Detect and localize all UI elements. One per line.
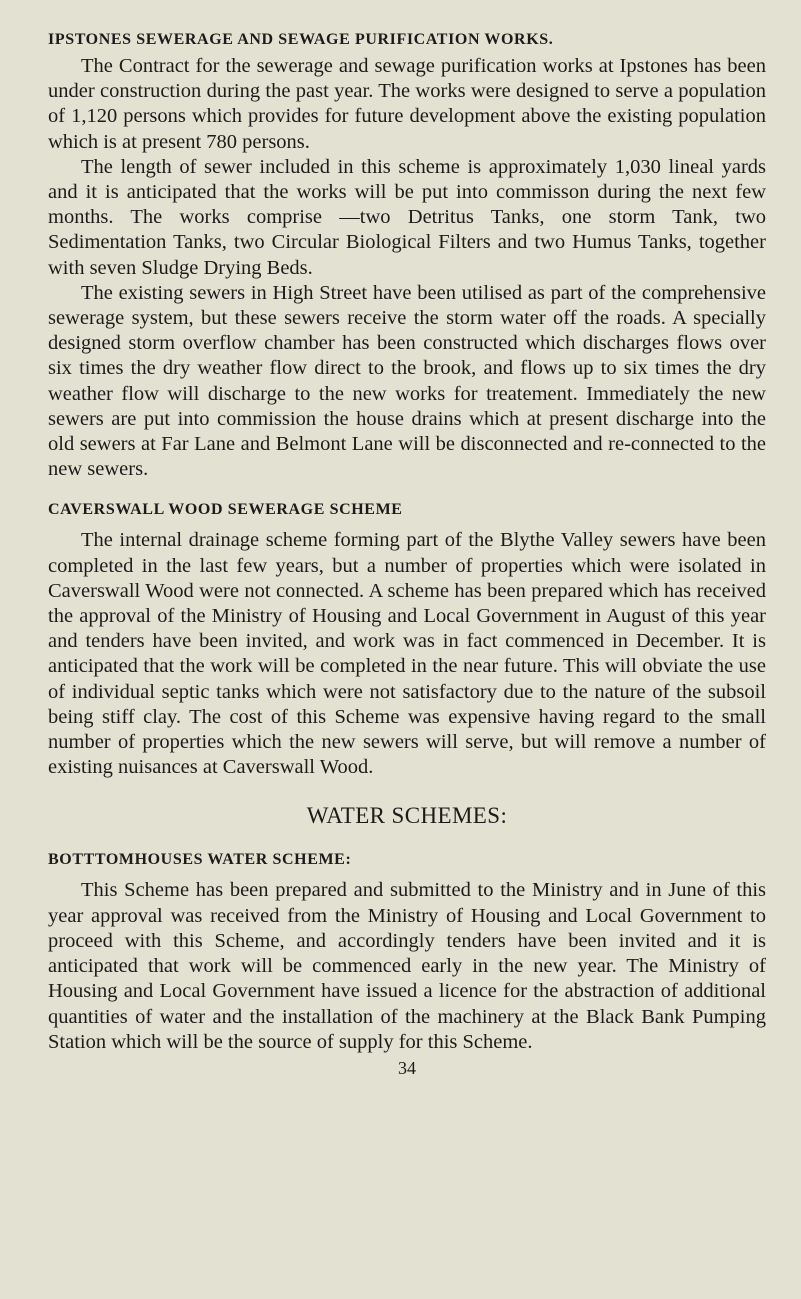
bottomhouses-paragraph-1: This Scheme has been prepared and submitted to the Ministry and in June of this year approval was received from the Ministry of Housing and Local Government to proceed with this Scheme, and accordingly tenders have been invited and it is anticipated that work will be commenced early in the new year. The Ministry of Housing and Local Government have issued a licence for the abstraction of additional quantities of water and the installation of the machinery at the Black Bank Pumping Station which will be the source of supply for this Scheme. (48, 879, 766, 1053)
caverswall-paragraph-1: The internal drainage scheme forming part of the Blythe Valley sewers have been completed in the last few years, but a number of properties which were isolated in Caverswall Wood were not connected. A scheme has been prepared which has received the approval of the Ministry of Housing and Local Government in August of this year and tenders have been invited, and work was in fact commenced in December. It is anticipated that the work will be completed in the near future. This will obviate the use of individual septic tanks which were not satisfactory due to the nature of the subsoil being stiff clay. The cost of this Scheme was expensive having regard to the small number of properties which the new sewers will serve, but will remove a number of existing nuisances at Caverswall Wood. (48, 529, 766, 779)
ipstones-paragraph-1: The Contract for the sewerage and sewage purification works at Ipstones has been under construction during the past year. The works were designed to serve a population of 1,120 persons which provides for future development above the existing population which is at present 780 persons. (48, 55, 766, 153)
bottomhouses-heading: BOTTTOMHOUSES WATER SCHEME: (48, 851, 352, 869)
water-schemes-heading: WATER SCHEMES: (306, 803, 508, 829)
caverswall-heading: CAVERSWALL WOOD SEWERAGE SCHEME (48, 501, 403, 519)
ipstones-paragraph-2: The length of sewer included in this scheme is approximately 1,030 lineal yards and it is anticipated that the works will be put into commisson during the next few months. The works comprise —two Detritus Tanks, one storm Tank, two Sedimentation Tanks, two Circular Biological Filters and two Humus Tanks, together with seven Sludge Drying Beds. (48, 155, 766, 279)
document-page (48, 30, 766, 1079)
ipstones-heading: IPSTONES SEWERAGE AND SEWAGE PURIFICATION WORKS. (48, 31, 554, 48)
ipstones-paragraph-3: The existing sewers in High Street have been utilised as part of the comprehensive sewerage system, but these sewers receive the storm water off the roads. A specially designed storm overflow chamber has been constructed which discharges flows over six times the dry weather flow direct to the brook, and flows up to six times the dry weather flow will discharge to the new works for treatement. Immediately the new sewers are put into commission the house drains which at present discharge into the old sewers at Far Lane and Belmont Lane will be disconnected and re-connected to the new sewers. (48, 281, 766, 481)
page-number: 34 (398, 1057, 416, 1078)
